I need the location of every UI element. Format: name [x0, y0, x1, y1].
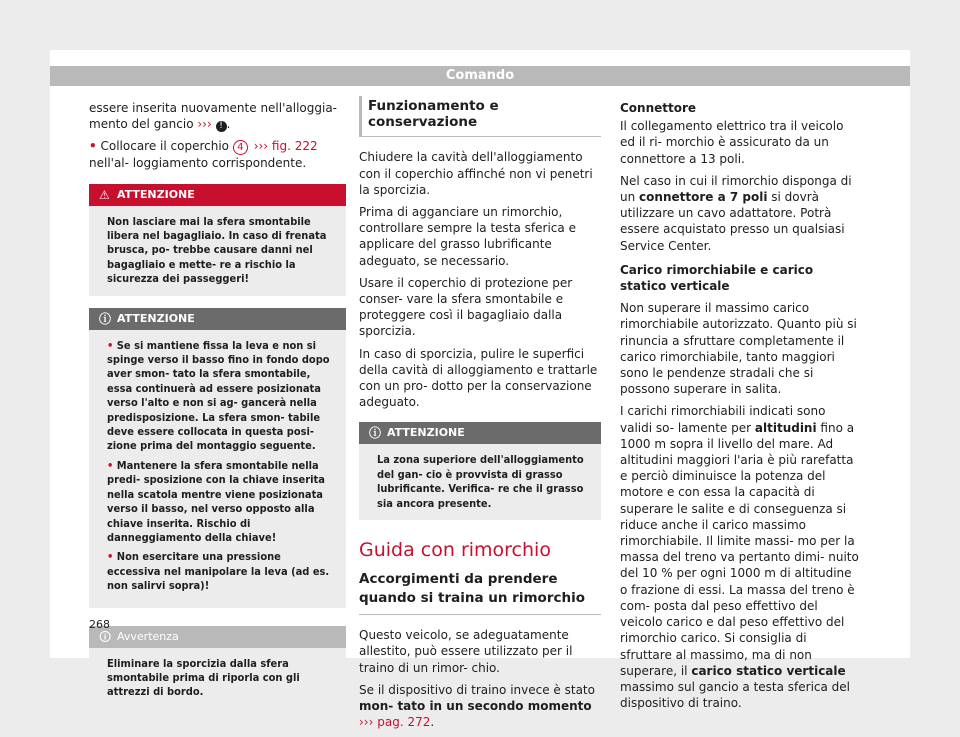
- paragraph: essere inserita nuovamente nell'alloggia- mento del gancio ››› ! .: [89, 101, 338, 132]
- bold-text: mon- tato in un secondo momento: [359, 699, 592, 714]
- page-header: Comando: [50, 66, 910, 86]
- paragraph: [620, 403, 860, 711]
- warning-box: [89, 308, 346, 608]
- warning-text: Non lasciare mai la sfera smontabile libera nel bagagliaio. In caso di frenata brusca, po- trebbe causare danni nel bagagliaio e mette- re a rischio la sicurezza dei passeggeri!: [107, 214, 327, 286]
- subsection-title: Accorgimenti da prendere quando si traina un rimorchio: [359, 570, 601, 615]
- paragraph: In caso di sporcizia, pulire le superfici della cavità di alloggiamento e trattarle con un pro- dotto per la conservazione adeguato.: [359, 346, 598, 410]
- paragraph: [620, 173, 860, 254]
- warning-triangle-icon: ⚠: [99, 187, 110, 202]
- list-item-text: Mantenere la sfera smontabile nella predi- sposizione con la chiave inserita nella scatola mentre viene posizionata verso il basso, nel verso opposto alla chiave inserita. Rischio di danneggiamento della chiave!: [107, 458, 325, 544]
- list-item: [107, 550, 336, 593]
- paragraph-text: fino a 1000 m sopra il livello del mare. Ad altitudini maggiori l'aria è più rarefatta e perciò diminuisce la potenza del motore e con essa la capacità di superare le salite e di conseguenza si riduce anche il carico massimo rimorchiabile. Il limite massi- mo per la massa del treno va pertanto dimi- nuito del 10 % per ogni 1000 m di altitudine o frazione di essi. La massa del treno è com- posta dal peso effettivo del veicolo carico e dal peso effettivo del rimorchio carico. Si consiglia di sfruttare al massimo, ma di non superare, il: [620, 420, 859, 678]
- bold-text: connettore a 7 poli: [639, 190, 768, 205]
- paragraph-text: Collocare il coperchio: [100, 139, 230, 154]
- warning-title: ATTENZIONE: [117, 311, 195, 325]
- list-item: [107, 339, 336, 454]
- list-item-text: Se si mantiene fissa la leva e non si spinge verso il basso fino in fondo dopo aver smon- tato la sfera smontabile, essa continuerà ad essere posizionata verso l'alto e non si ag- gancerà nella predisposizione. La sfera smon- tabile deve essere collocata in questa posi- zione prima del montaggio seguente.: [107, 338, 330, 453]
- paragraph: Prima di agganciare un rimorchio, controllare sempre la testa sferica e applicare del grasso lubrificante adeguato, se necessario.: [359, 205, 576, 268]
- paragraph-text: Nel caso in cui il rimorchio disponga di un: [620, 173, 852, 205]
- subheading: Connettore: [620, 101, 697, 115]
- bullet-paragraph: [89, 138, 346, 171]
- note-text: Eliminare la sporcizia dalla sfera smontabile prima di riporla con gli attrezzi di bordo.: [107, 656, 300, 699]
- paragraph: Questo veicolo, se adeguatamente allestito, può essere utilizzato per il traino di un rimor- chio.: [359, 628, 573, 675]
- subheading: Carico rimorchiabile e carico statico verticale: [620, 262, 814, 294]
- paragraph-text: si dovrà utilizzare un cavo adattatore. Potrà essere acquistato presso un qualsiasi Service Center.: [620, 190, 845, 253]
- page-number: 268: [89, 618, 110, 631]
- warning-title: ATTENZIONE: [117, 187, 195, 201]
- paragraph-text: essere inserita nuovamente nell'alloggia- mento del gancio: [89, 101, 338, 132]
- warning-box-header: [89, 184, 346, 206]
- paragraph: Usare il coperchio di protezione per conser- vare la sfera smontabile e proteggere così il bagagliaio dalla sporcizia.: [359, 275, 573, 339]
- bold-text: altitudini: [754, 420, 817, 435]
- note-icon: 🛈: [99, 629, 112, 644]
- ref-arrow[interactable]: ›››: [359, 715, 374, 730]
- info-circle-icon: ⓘ: [369, 426, 382, 441]
- warning-title: ATTENZIONE: [387, 426, 465, 440]
- page-link[interactable]: pag. 272: [377, 715, 431, 730]
- bullet-icon: •: [107, 458, 114, 472]
- chapter-title: Guida con rimorchio: [359, 539, 551, 562]
- column-middle: [359, 96, 601, 737]
- warning-text: La zona superiore dell'alloggiamento del gan- cio è provvista di grasso lubrificante. Verifica- re che il grasso sia ancora presente.: [377, 453, 584, 510]
- bullet-icon: •: [89, 139, 97, 154]
- paragraph: Chiudere la cavità dell'alloggiamento con il coperchio affinché non vi penetri la sporcizia.: [359, 150, 593, 197]
- column-left: [89, 100, 346, 709]
- bullet-icon: •: [107, 338, 114, 352]
- paragraph-text: nell'al- loggiamento corrispondente.: [89, 156, 307, 171]
- ref-arrow[interactable]: ›››: [253, 139, 269, 154]
- info-circle-icon: ⓘ: [99, 311, 112, 326]
- warning-list: [89, 330, 346, 608]
- warning-box: [359, 422, 601, 520]
- paragraph: Non superare il massimo carico rimorchiabile autorizzato. Quanto più si rinuncia a sfruttare completamente il carico rimorchiabile, tanto maggiori sono le pendenze stradali che si possono superare in salita.: [620, 301, 857, 397]
- ref-arrow[interactable]: ›››: [197, 117, 212, 132]
- warning-box-header: [89, 308, 346, 330]
- paragraph-text: I carichi rimorchiabili indicati sono validi so- lamente per: [620, 404, 826, 435]
- paragraph-text: .: [430, 715, 435, 730]
- paragraph: Il collegamento elettrico tra il veicolo ed il ri- morchio è assicurato da un connettore a 13 poli.: [620, 119, 844, 166]
- warning-ref-icon[interactable]: !: [216, 121, 227, 132]
- callout-number-icon: 4: [233, 140, 248, 155]
- column-right: [620, 100, 860, 717]
- warning-box: [89, 184, 346, 296]
- note-title: Avvertenza: [117, 629, 179, 643]
- list-item-text: Non esercitare una pressione eccessiva nel manipolare la leva (ad es. non salirvi sopra)!: [107, 550, 330, 593]
- figure-link[interactable]: fig. 222: [271, 139, 318, 154]
- paragraph: [359, 682, 601, 731]
- bold-text: carico statico verticale: [691, 663, 846, 678]
- list-item: [107, 459, 336, 545]
- note-box-header: [89, 626, 346, 648]
- bullet-icon: •: [107, 550, 114, 564]
- note-box: [89, 626, 346, 709]
- paragraph-text: massimo sul gancio a testa sferica del dispositivo di traino.: [620, 679, 851, 711]
- warning-box-header: [359, 422, 601, 444]
- section-title: Funzionamento e conservazione: [359, 96, 601, 137]
- paragraph-text: Se il dispositivo di traino invece è stato: [359, 682, 595, 697]
